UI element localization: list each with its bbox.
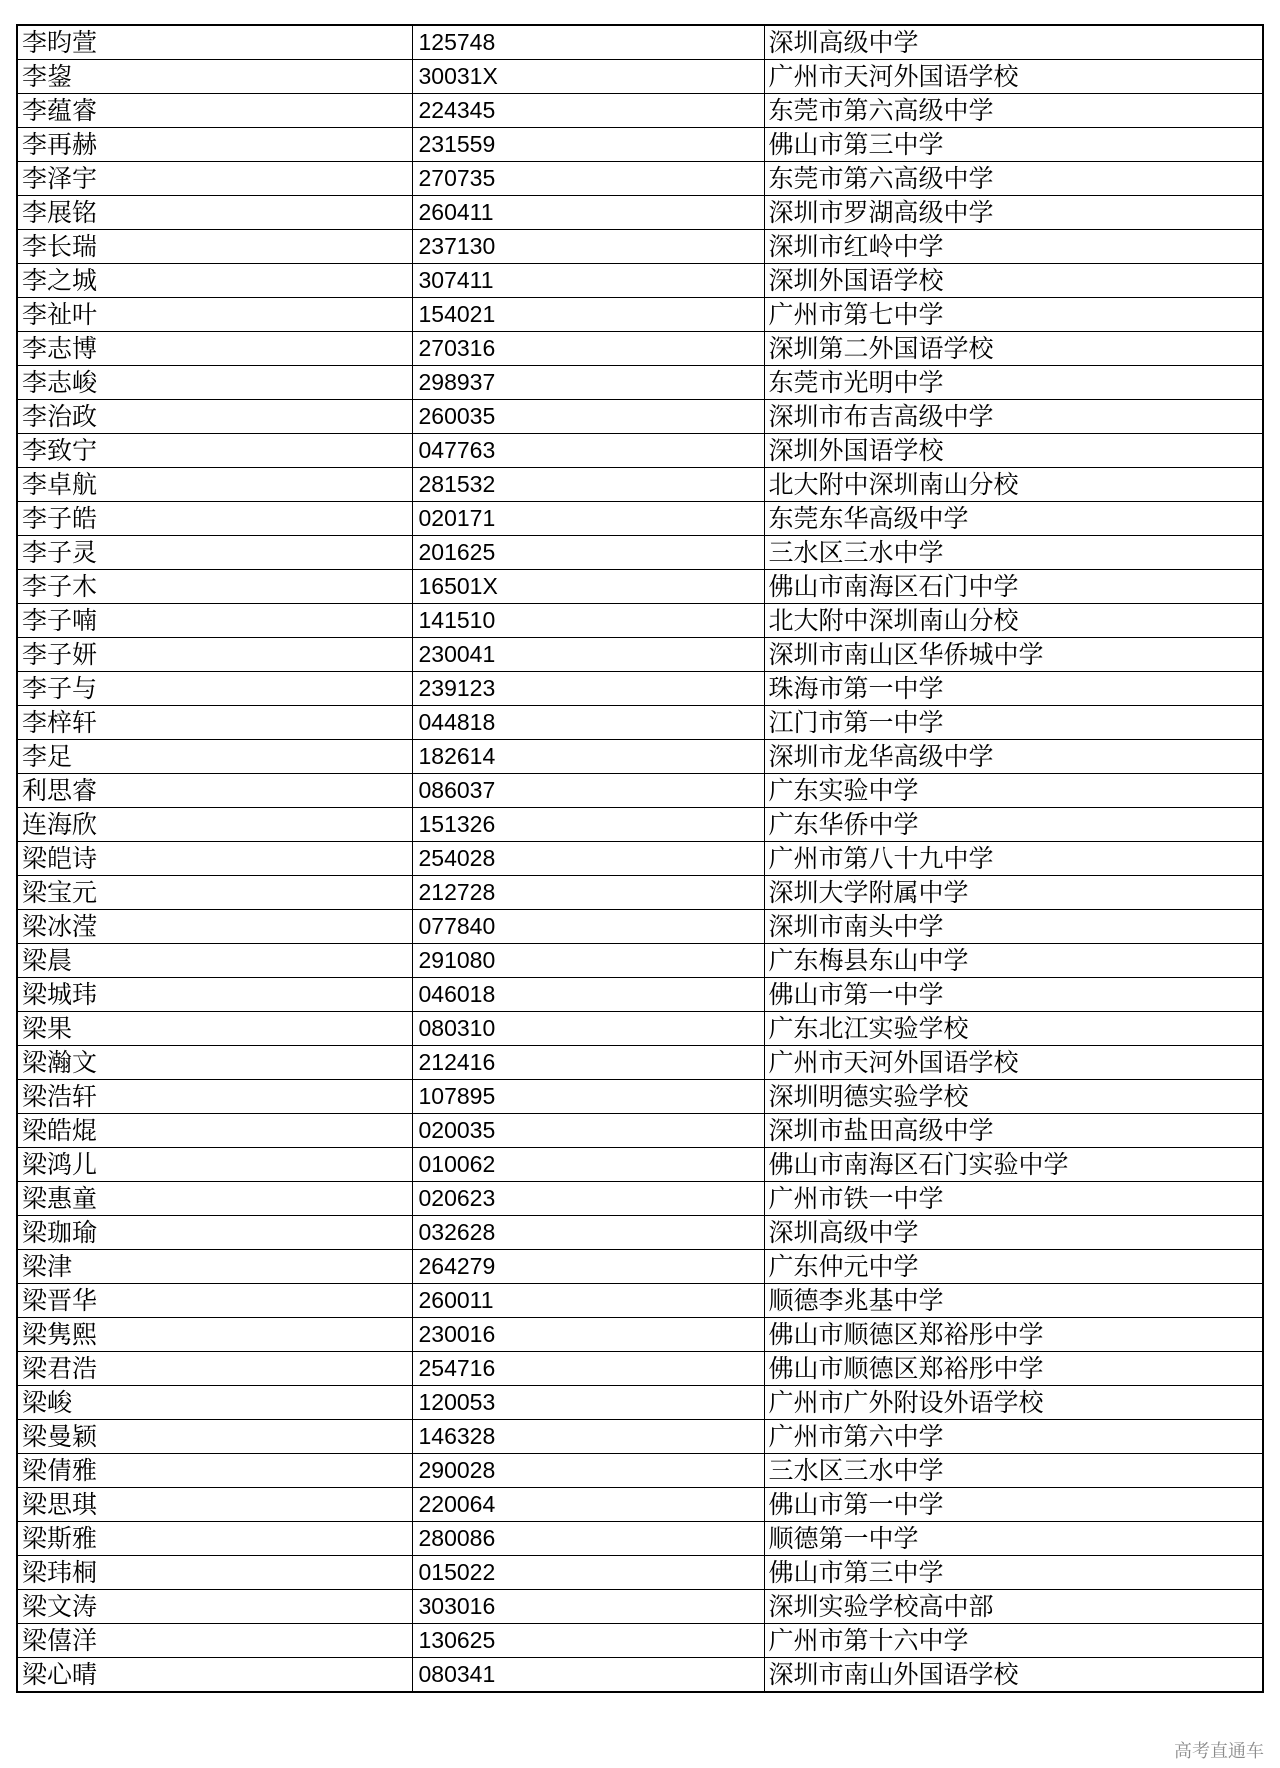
student-name-cell: 李子与 [17, 672, 412, 706]
student-name-cell: 李再赫 [17, 128, 412, 162]
table-row [17, 162, 1263, 196]
school-name-cell: 广州市广外附设外语学校 [764, 1386, 1263, 1420]
student-name-cell: 梁倩雅 [17, 1454, 412, 1488]
table-row [17, 1182, 1263, 1216]
table-row [17, 978, 1263, 1012]
table-row [17, 1012, 1263, 1046]
table-row [17, 638, 1263, 672]
table-row [17, 1318, 1263, 1352]
exam-id-cell: 086037 [412, 774, 764, 808]
student-name-cell: 李蕴睿 [17, 94, 412, 128]
exam-id-cell: 270316 [412, 332, 764, 366]
student-name-cell: 李鋆 [17, 60, 412, 94]
exam-id-cell: 280086 [412, 1522, 764, 1556]
school-name-cell: 深圳市南头中学 [764, 910, 1263, 944]
school-name-cell: 深圳市南山外国语学校 [764, 1658, 1263, 1693]
exam-id-cell: 224345 [412, 94, 764, 128]
student-name-cell: 李长瑞 [17, 230, 412, 264]
exam-id-cell: 281532 [412, 468, 764, 502]
student-name-cell: 李展铭 [17, 196, 412, 230]
school-name-cell: 深圳外国语学校 [764, 434, 1263, 468]
exam-id-cell: 239123 [412, 672, 764, 706]
student-name-cell: 梁曼颖 [17, 1420, 412, 1454]
student-name-cell: 梁津 [17, 1250, 412, 1284]
exam-id-cell: 303016 [412, 1590, 764, 1624]
school-name-cell: 深圳大学附属中学 [764, 876, 1263, 910]
exam-id-cell: 290028 [412, 1454, 764, 1488]
table-row [17, 842, 1263, 876]
exam-id-cell: 141510 [412, 604, 764, 638]
school-name-cell: 深圳市布吉高级中学 [764, 400, 1263, 434]
exam-id-cell: 080310 [412, 1012, 764, 1046]
school-name-cell: 深圳高级中学 [764, 1216, 1263, 1250]
table-row [17, 1386, 1263, 1420]
student-name-cell: 连海欣 [17, 808, 412, 842]
exam-id-cell: 264279 [412, 1250, 764, 1284]
exam-id-cell: 080341 [412, 1658, 764, 1693]
table-row [17, 1114, 1263, 1148]
exam-id-cell: 130625 [412, 1624, 764, 1658]
exam-id-cell: 254028 [412, 842, 764, 876]
student-name-cell: 梁皓焜 [17, 1114, 412, 1148]
table-row [17, 502, 1263, 536]
school-name-cell: 广州市第七中学 [764, 298, 1263, 332]
table-row [17, 1216, 1263, 1250]
exam-id-cell: 151326 [412, 808, 764, 842]
student-name-cell: 李祉叶 [17, 298, 412, 332]
school-name-cell: 深圳第二外国语学校 [764, 332, 1263, 366]
table-row [17, 1488, 1263, 1522]
table-row [17, 944, 1263, 978]
table-row [17, 400, 1263, 434]
school-name-cell: 三水区三水中学 [764, 1454, 1263, 1488]
student-name-cell: 李梓轩 [17, 706, 412, 740]
school-name-cell: 东莞市第六高级中学 [764, 162, 1263, 196]
table-row [17, 128, 1263, 162]
exam-id-cell: 077840 [412, 910, 764, 944]
exam-id-cell: 107895 [412, 1080, 764, 1114]
exam-id-cell: 260035 [412, 400, 764, 434]
school-name-cell: 北大附中深圳南山分校 [764, 468, 1263, 502]
exam-id-cell: 307411 [412, 264, 764, 298]
table-row [17, 434, 1263, 468]
student-name-cell: 梁隽熙 [17, 1318, 412, 1352]
school-name-cell: 深圳市盐田高级中学 [764, 1114, 1263, 1148]
school-name-cell: 佛山市第三中学 [764, 128, 1263, 162]
exam-id-cell: 182614 [412, 740, 764, 774]
exam-id-cell: 260011 [412, 1284, 764, 1318]
school-name-cell: 北大附中深圳南山分校 [764, 604, 1263, 638]
admission-list-table [16, 24, 1264, 1693]
exam-id-cell: 237130 [412, 230, 764, 264]
exam-id-cell: 010062 [412, 1148, 764, 1182]
student-name-cell: 梁斯雅 [17, 1522, 412, 1556]
table-row [17, 740, 1263, 774]
student-name-cell: 梁晨 [17, 944, 412, 978]
student-name-cell: 李之城 [17, 264, 412, 298]
table-row [17, 25, 1263, 60]
student-name-cell: 梁惠童 [17, 1182, 412, 1216]
student-name-cell: 梁城玮 [17, 978, 412, 1012]
student-name-cell: 梁思琪 [17, 1488, 412, 1522]
student-name-cell: 梁玮桐 [17, 1556, 412, 1590]
school-name-cell: 深圳市龙华高级中学 [764, 740, 1263, 774]
table-row [17, 774, 1263, 808]
school-name-cell: 三水区三水中学 [764, 536, 1263, 570]
school-name-cell: 顺德李兆基中学 [764, 1284, 1263, 1318]
table-row [17, 604, 1263, 638]
table-row [17, 536, 1263, 570]
table-row [17, 94, 1263, 128]
school-name-cell: 广州市第六中学 [764, 1420, 1263, 1454]
exam-id-cell: 125748 [412, 25, 764, 60]
table-row [17, 876, 1263, 910]
student-name-cell: 梁冰滢 [17, 910, 412, 944]
school-name-cell: 江门市第一中学 [764, 706, 1263, 740]
exam-id-cell: 16501X [412, 570, 764, 604]
school-name-cell: 佛山市顺德区郑裕彤中学 [764, 1352, 1263, 1386]
table-row [17, 196, 1263, 230]
table-row [17, 672, 1263, 706]
school-name-cell: 珠海市第一中学 [764, 672, 1263, 706]
table-row [17, 468, 1263, 502]
school-name-cell: 广州市天河外国语学校 [764, 1046, 1263, 1080]
table-row [17, 570, 1263, 604]
school-name-cell: 广州市铁一中学 [764, 1182, 1263, 1216]
table-body [17, 25, 1263, 1692]
student-name-cell: 李卓航 [17, 468, 412, 502]
table-row [17, 1148, 1263, 1182]
school-name-cell: 东莞市第六高级中学 [764, 94, 1263, 128]
exam-id-cell: 212416 [412, 1046, 764, 1080]
table-row [17, 1454, 1263, 1488]
school-name-cell: 佛山市第三中学 [764, 1556, 1263, 1590]
student-name-cell: 梁瀚文 [17, 1046, 412, 1080]
student-name-cell: 李泽宇 [17, 162, 412, 196]
student-name-cell: 李子妍 [17, 638, 412, 672]
school-name-cell: 广东梅县东山中学 [764, 944, 1263, 978]
student-name-cell: 李志峻 [17, 366, 412, 400]
school-name-cell: 佛山市南海区石门中学 [764, 570, 1263, 604]
school-name-cell: 东莞市光明中学 [764, 366, 1263, 400]
student-name-cell: 梁君浩 [17, 1352, 412, 1386]
school-name-cell: 深圳市罗湖高级中学 [764, 196, 1263, 230]
exam-id-cell: 146328 [412, 1420, 764, 1454]
exam-id-cell: 015022 [412, 1556, 764, 1590]
student-name-cell: 李子皓 [17, 502, 412, 536]
table-row [17, 1420, 1263, 1454]
student-name-cell: 梁峻 [17, 1386, 412, 1420]
table-row [17, 1046, 1263, 1080]
exam-id-cell: 270735 [412, 162, 764, 196]
table-row [17, 264, 1263, 298]
table-row [17, 1522, 1263, 1556]
exam-id-cell: 254716 [412, 1352, 764, 1386]
exam-id-cell: 30031X [412, 60, 764, 94]
student-name-cell: 李昀萱 [17, 25, 412, 60]
exam-id-cell: 291080 [412, 944, 764, 978]
school-name-cell: 广州市第八十九中学 [764, 842, 1263, 876]
school-name-cell: 广东北江实验学校 [764, 1012, 1263, 1046]
student-name-cell: 李致宁 [17, 434, 412, 468]
school-name-cell: 深圳外国语学校 [764, 264, 1263, 298]
school-name-cell: 深圳明德实验学校 [764, 1080, 1263, 1114]
student-name-cell: 李治政 [17, 400, 412, 434]
exam-id-cell: 230016 [412, 1318, 764, 1352]
table-row [17, 808, 1263, 842]
table-row [17, 1556, 1263, 1590]
table-row [17, 1080, 1263, 1114]
student-name-cell: 梁文涛 [17, 1590, 412, 1624]
school-name-cell: 东莞东华高级中学 [764, 502, 1263, 536]
table-row [17, 230, 1263, 264]
student-name-cell: 李子喃 [17, 604, 412, 638]
student-name-cell: 梁鸿儿 [17, 1148, 412, 1182]
school-name-cell: 佛山市第一中学 [764, 1488, 1263, 1522]
school-name-cell: 顺德第一中学 [764, 1522, 1263, 1556]
table-row [17, 332, 1263, 366]
school-name-cell: 广州市天河外国语学校 [764, 60, 1263, 94]
student-name-cell: 梁晋华 [17, 1284, 412, 1318]
table-row [17, 366, 1263, 400]
school-name-cell: 广东华侨中学 [764, 808, 1263, 842]
watermark-text: 高考直通车 [1174, 1741, 1264, 1762]
student-name-cell: 李志博 [17, 332, 412, 366]
exam-id-cell: 046018 [412, 978, 764, 1012]
school-name-cell: 广东实验中学 [764, 774, 1263, 808]
table-row [17, 1284, 1263, 1318]
table-row [17, 1352, 1263, 1386]
exam-id-cell: 220064 [412, 1488, 764, 1522]
exam-id-cell: 120053 [412, 1386, 764, 1420]
exam-id-cell: 047763 [412, 434, 764, 468]
student-name-cell: 李足 [17, 740, 412, 774]
table-row [17, 706, 1263, 740]
school-name-cell: 深圳市红岭中学 [764, 230, 1263, 264]
student-name-cell: 李子灵 [17, 536, 412, 570]
school-name-cell: 佛山市南海区石门实验中学 [764, 1148, 1263, 1182]
student-name-cell: 利思睿 [17, 774, 412, 808]
exam-id-cell: 230041 [412, 638, 764, 672]
exam-id-cell: 260411 [412, 196, 764, 230]
student-name-cell: 梁果 [17, 1012, 412, 1046]
exam-id-cell: 212728 [412, 876, 764, 910]
exam-id-cell: 020623 [412, 1182, 764, 1216]
school-name-cell: 深圳实验学校高中部 [764, 1590, 1263, 1624]
school-name-cell: 佛山市第一中学 [764, 978, 1263, 1012]
exam-id-cell: 298937 [412, 366, 764, 400]
student-name-cell: 李子木 [17, 570, 412, 604]
school-name-cell: 广州市第十六中学 [764, 1624, 1263, 1658]
student-name-cell: 梁心晴 [17, 1658, 412, 1693]
student-name-cell: 梁宝元 [17, 876, 412, 910]
table-row [17, 1658, 1263, 1693]
exam-id-cell: 044818 [412, 706, 764, 740]
student-name-cell: 梁珈瑜 [17, 1216, 412, 1250]
table-row [17, 1250, 1263, 1284]
exam-id-cell: 154021 [412, 298, 764, 332]
table-row [17, 1590, 1263, 1624]
school-name-cell: 佛山市顺德区郑裕彤中学 [764, 1318, 1263, 1352]
school-name-cell: 深圳高级中学 [764, 25, 1263, 60]
school-name-cell: 深圳市南山区华侨城中学 [764, 638, 1263, 672]
exam-id-cell: 231559 [412, 128, 764, 162]
school-name-cell: 广东仲元中学 [764, 1250, 1263, 1284]
student-name-cell: 梁浩轩 [17, 1080, 412, 1114]
table-row [17, 60, 1263, 94]
student-name-cell: 梁僖洋 [17, 1624, 412, 1658]
exam-id-cell: 020035 [412, 1114, 764, 1148]
table-row [17, 910, 1263, 944]
exam-id-cell: 020171 [412, 502, 764, 536]
table-row [17, 298, 1263, 332]
student-name-cell: 梁皑诗 [17, 842, 412, 876]
table-row [17, 1624, 1263, 1658]
exam-id-cell: 201625 [412, 536, 764, 570]
exam-id-cell: 032628 [412, 1216, 764, 1250]
